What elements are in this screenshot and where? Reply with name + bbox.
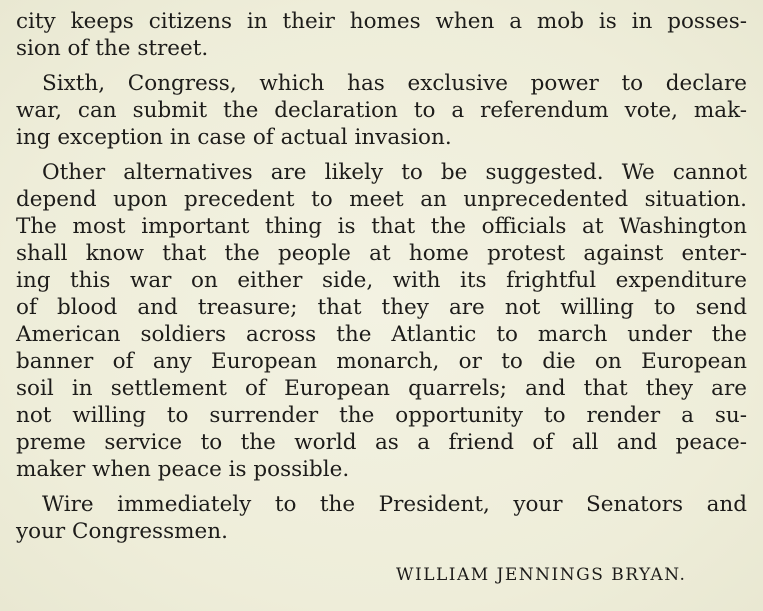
text-line: The most important thing is that the officials at Washington xyxy=(16,214,747,239)
text-line: banner of any European monarch, or to die on European xyxy=(16,349,747,374)
text-line: ing this war on either side, with its frightful expenditure xyxy=(16,268,747,293)
text-line: not willing to surrender the opportunity to render a su- xyxy=(16,403,747,428)
paragraph-continuation xyxy=(16,8,747,62)
text-line: Sixth, Congress, which has exclusive power to declare xyxy=(42,71,747,96)
text-line: American soldiers across the Atlantic to march under the xyxy=(16,322,747,347)
text-line: ing exception in case of actual invasion. xyxy=(16,125,452,150)
paragraph-sixth xyxy=(16,70,747,151)
text-line: of blood and treasure; that they are not willing to send xyxy=(16,295,747,320)
author-signature: WILLIAM JENNINGS BRYAN. xyxy=(396,565,687,585)
text-line: shall know that the people at home protest against enter- xyxy=(16,241,747,266)
text-line: Wire immediately to the President, your Senators and xyxy=(42,492,747,517)
text-line: Other alternatives are likely to be suggested. We cannot xyxy=(42,160,747,185)
paragraph-wire xyxy=(16,491,747,545)
text-line: war, can submit the declaration to a referendum vote, mak- xyxy=(16,98,747,123)
text-line: depend upon precedent to meet an unprecedented situation. xyxy=(16,187,747,212)
text-line: preme service to the world as a friend of all and peace- xyxy=(16,430,747,455)
text-line: city keeps citizens in their homes when a mob is in posses- xyxy=(16,9,747,34)
text-line: your Congressmen. xyxy=(16,519,228,544)
paragraph-alternatives xyxy=(16,159,747,483)
text-line: sion of the street. xyxy=(16,36,209,61)
text-line: maker when peace is possible. xyxy=(16,457,350,482)
text-line: soil in settlement of European quarrels; and that they are xyxy=(16,376,747,401)
